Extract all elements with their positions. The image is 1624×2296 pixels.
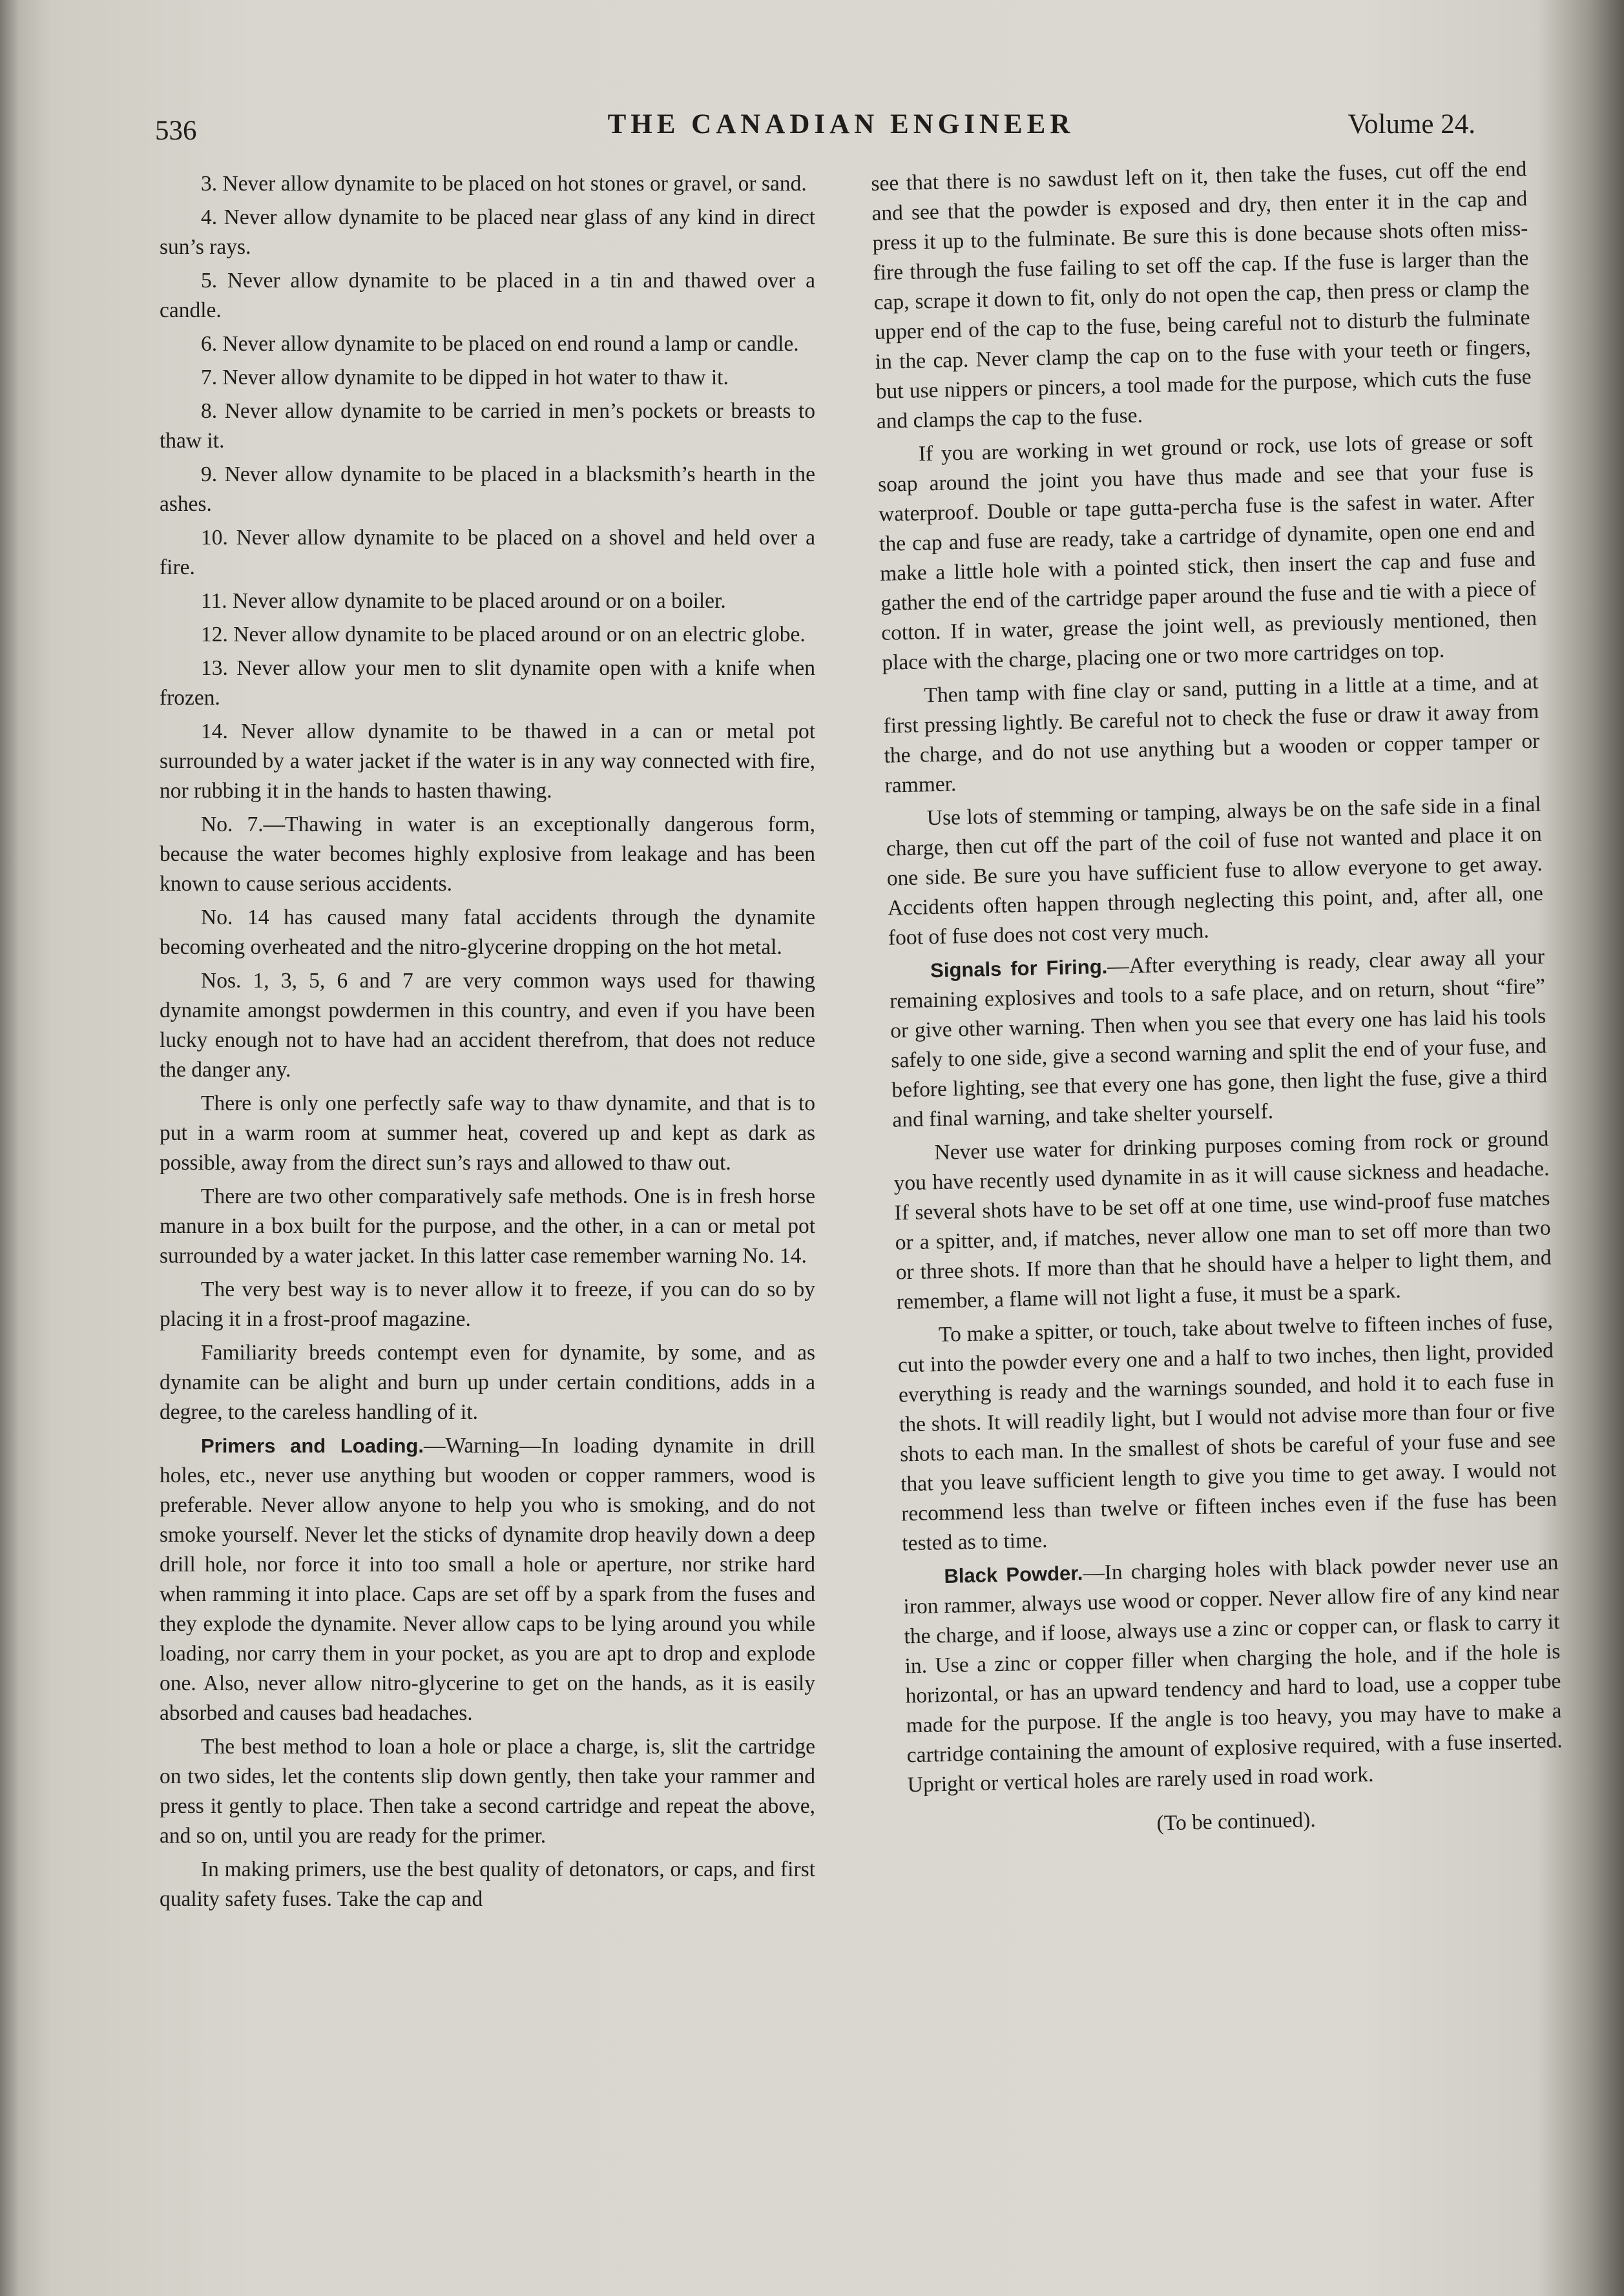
page-header bbox=[155, 109, 1527, 147]
paragraph: The very best way is to never allow it to freeze, if you can do so by placing it in a frost-proof magazine. bbox=[160, 1277, 815, 1331]
paragraph: If you are working in wet ground or rock, use lots of grease or soft soap around the joint you have thus made and see that your fuse is waterproof. Double or tape gutta-percha fuse is the safest in water. After the cap and fuse are ready, take a cartridge of dynamite, open one end and make a little hole with a pointed stick, then insert the cap and fuse and gather the end of the cartridge paper around the fuse and tie with a piece of cotton. If in water, grease the joint well, as previously mentioned, then place with the charge, placing one or two more cartridges on top. bbox=[877, 428, 1537, 675]
paragraph: see that there is no sawdust left on it, then take the fuses, cut off the end and see that the powder is exposed and dry, then enter it in the cap and press it up to the fulminate. Be sure this is done because shots often miss-fire through the fuse failing to set off the cap. If the fuse is larger than the cap, scrape it down to fit, only do not open the cap, then press or clamp the upper end of the cap to the fuse, being careful not to disturb the fulminate in the cap. Never clamp the cap on to the fuse with your teeth or fingers, but use nippers or pincers, a tool made for the purpose, which cuts the fuse and clamps the cap to the fuse. bbox=[871, 156, 1532, 433]
paragraph: To make a spitter, or touch, take about twelve to fifteen inches of fuse, cut into the powder every one and a half to two inches, then light, provided everything is ready and the warnings sounded, and hold it to each fuse in the shots. It will readily light, but I would not advise more than four or five shots to each man. In the smallest of shots be careful of your fuse and see that you leave sufficient length to give you time to get away. I would not recommend less than twelve or fifteen inches even if the fuse has been tested as to time. bbox=[897, 1308, 1557, 1556]
primers-paragraph bbox=[160, 1431, 815, 1728]
paragraph: 10. Never allow dynamite to be placed on a shovel and held over a fire. bbox=[160, 526, 815, 579]
black-powder-text: —In charging holes with black powder never use an iron rammer, always use wood or copper. Never allow fire of any kind near the charge, and if loose, always use a zinc or copper can, or flask to carry it in. Use a zinc or copper filler when charging the hole, and if the hole is horizontal, or has an upward tendency and hard to load, use a copper tube made for the purpose. If the angle is too heavy, you may have to make a cartridge containing the amount of explosive required, with a fuse inserted. Upright or vertical holes are rarely used in road work. bbox=[903, 1550, 1563, 1797]
paragraph: Never use water for drinking purposes coming from rock or ground you have recently used dynamite in as it will cause sickness and headache. If several shots have to be set off at one time, use wind-proof fuse matches or a spitter, and, if matches, never allow one man to set off more than two or three shots. If more than that he should have a helper to light them, and remember, a flame will not light a fuse, it must be a spark. bbox=[893, 1126, 1552, 1314]
paragraph: No. 7.—Thawing in water is an exceptionally dangerous form, because the water becomes highly explosive from leakage and has been known to cause serious accidents. bbox=[160, 812, 815, 896]
black-powder-paragraph bbox=[902, 1547, 1563, 1800]
paragraph: Use lots of stemming or tamping, always be on the safe side in a final charge, then cut off the part of the coil of fuse not wanted and place it on one side. Be sure you have sufficient fuse to allow everyone to get away. Accidents often happen through neglecting this point, and, after all, one foot of fuse does not cost very much. bbox=[886, 792, 1544, 950]
paragraph: There is only one perfectly safe way to thaw dynamite, and that is to put in a warm room at summer heat, covered up and kept as dark as possible, away from the direct sun’s rays and allowed to thaw out. bbox=[160, 1091, 815, 1175]
paragraph: 6. Never allow dynamite to be placed on end round a lamp or candle. bbox=[201, 332, 799, 356]
signals-paragraph bbox=[889, 942, 1548, 1135]
paragraph: Nos. 1, 3, 5, 6 and 7 are very common ways used for thawing dynamite amongst powdermen in this country, and even if you have been lucky enough not to have had an accident therefrom, that does not reduce the danger any. bbox=[160, 969, 815, 1082]
journal-title: THE CANADIAN ENGINEER bbox=[607, 109, 1075, 140]
paragraph: There are two other comparatively safe methods. One is in fresh horse manure in a box built for the purpose, and the other, in a can or metal pot surrounded by a water jacket. In this latter case remember warning No. 14. bbox=[160, 1184, 815, 1268]
volume-label: Volume 24. bbox=[1348, 109, 1475, 140]
paragraph: No. 14 has caused many fatal accidents through the dynamite becoming overheated and the nitro-glycerine dropping on the hot metal. bbox=[160, 905, 815, 959]
paragraph: Familiarity breeds contempt even for dynamite, by some, and as dynamite can be alight and burn up under certain conditions, adds in a degree, to the careless handling of it. bbox=[160, 1341, 815, 1424]
paragraph: Then tamp with fine clay or sand, putting in a little at a time, and at first pressing lightly. Be careful not to check the fuse or draw it away from the charge, and do not use anything but a wooden or copper tamper or rammer. bbox=[883, 669, 1540, 798]
paragraph: 14. Never allow dynamite to be thawed in a can or metal pot surrounded by a water jacket if the water is in any way connected with fire, nor rubbing it in the hands to hasten thawing. bbox=[160, 719, 815, 803]
page-number: 536 bbox=[155, 116, 197, 146]
paragraph: 5. Never allow dynamite to be placed in a tin and thawed over a candle. bbox=[160, 269, 815, 322]
paragraph: The best method to loan a hole or place a charge, is, slit the cartridge on two sides, let the contents slip down gently, then take your rammer and press it gently to place. Then take a second cartridge and repeat the above, and so on, until you are ready for the primer. bbox=[160, 1735, 815, 1848]
primers-heading: Primers and Loading. bbox=[201, 1434, 424, 1457]
left-column bbox=[160, 169, 815, 1918]
primers-text: —Warning—In loading dynamite in drill holes, etc., never use anything but wooden or copper rammers, wood is preferable. Never allow anyone to help you who is smoking, and do not smoke yourself. Never let the sticks of dynamite drop heavily down a deep drill hole, nor force it into too small a hole or aperture, nor strike hard when ramming it into place. Caps are set off by a spark from the fuses and they explode the dynamite. Never allow caps to be lying around you while loading, nor carry them in your pocket, as you are apt to drop and explode one. Also, never allow nitro-glycerine to get on the hands, as it is easily absorbed and causes bad headaches. bbox=[160, 1434, 815, 1725]
paragraph: 9. Never allow dynamite to be placed in a blacksmith’s hearth in the ashes. bbox=[160, 462, 815, 516]
paragraph: 3. Never allow dynamite to be placed on hot stones or gravel, or sand. bbox=[201, 172, 807, 196]
paragraph: 4. Never allow dynamite to be placed near glass of any kind in direct sun’s rays. bbox=[160, 205, 815, 259]
paragraph: 8. Never allow dynamite to be carried in men’s pockets or breasts to thaw it. bbox=[160, 399, 815, 453]
paragraph: 11. Never allow dynamite to be placed around or on a boiler. bbox=[201, 589, 726, 613]
paragraph: In making primers, use the best quality of detonators, or caps, and first quality safety fuses. Take the cap and bbox=[160, 1857, 815, 1911]
paragraph: 13. Never allow your men to slit dynamite open with a knife when frozen. bbox=[160, 656, 815, 710]
black-powder-heading: Black Powder. bbox=[944, 1562, 1083, 1588]
paragraph: 12. Never allow dynamite to be placed around or on an electric globe. bbox=[201, 623, 806, 646]
signals-heading: Signals for Firing. bbox=[930, 955, 1108, 982]
right-column bbox=[871, 154, 1565, 1848]
paragraph: 7. Never allow dynamite to be dipped in hot water to thaw it. bbox=[201, 366, 729, 389]
signals-text: —After everything is ready, clear away all your remaining explosives and tools to a safe place, and on return, shout “fire” or give other warning. Then when you see that every one has laid his tools safely to one side, give a second warning and split the end of your fuse, and before lighting, see that every one has gone, then light the fuse, give a third and final warning, and take shelter yourself. bbox=[889, 944, 1548, 1132]
continued-note: (To be continued). bbox=[1156, 1808, 1317, 1836]
